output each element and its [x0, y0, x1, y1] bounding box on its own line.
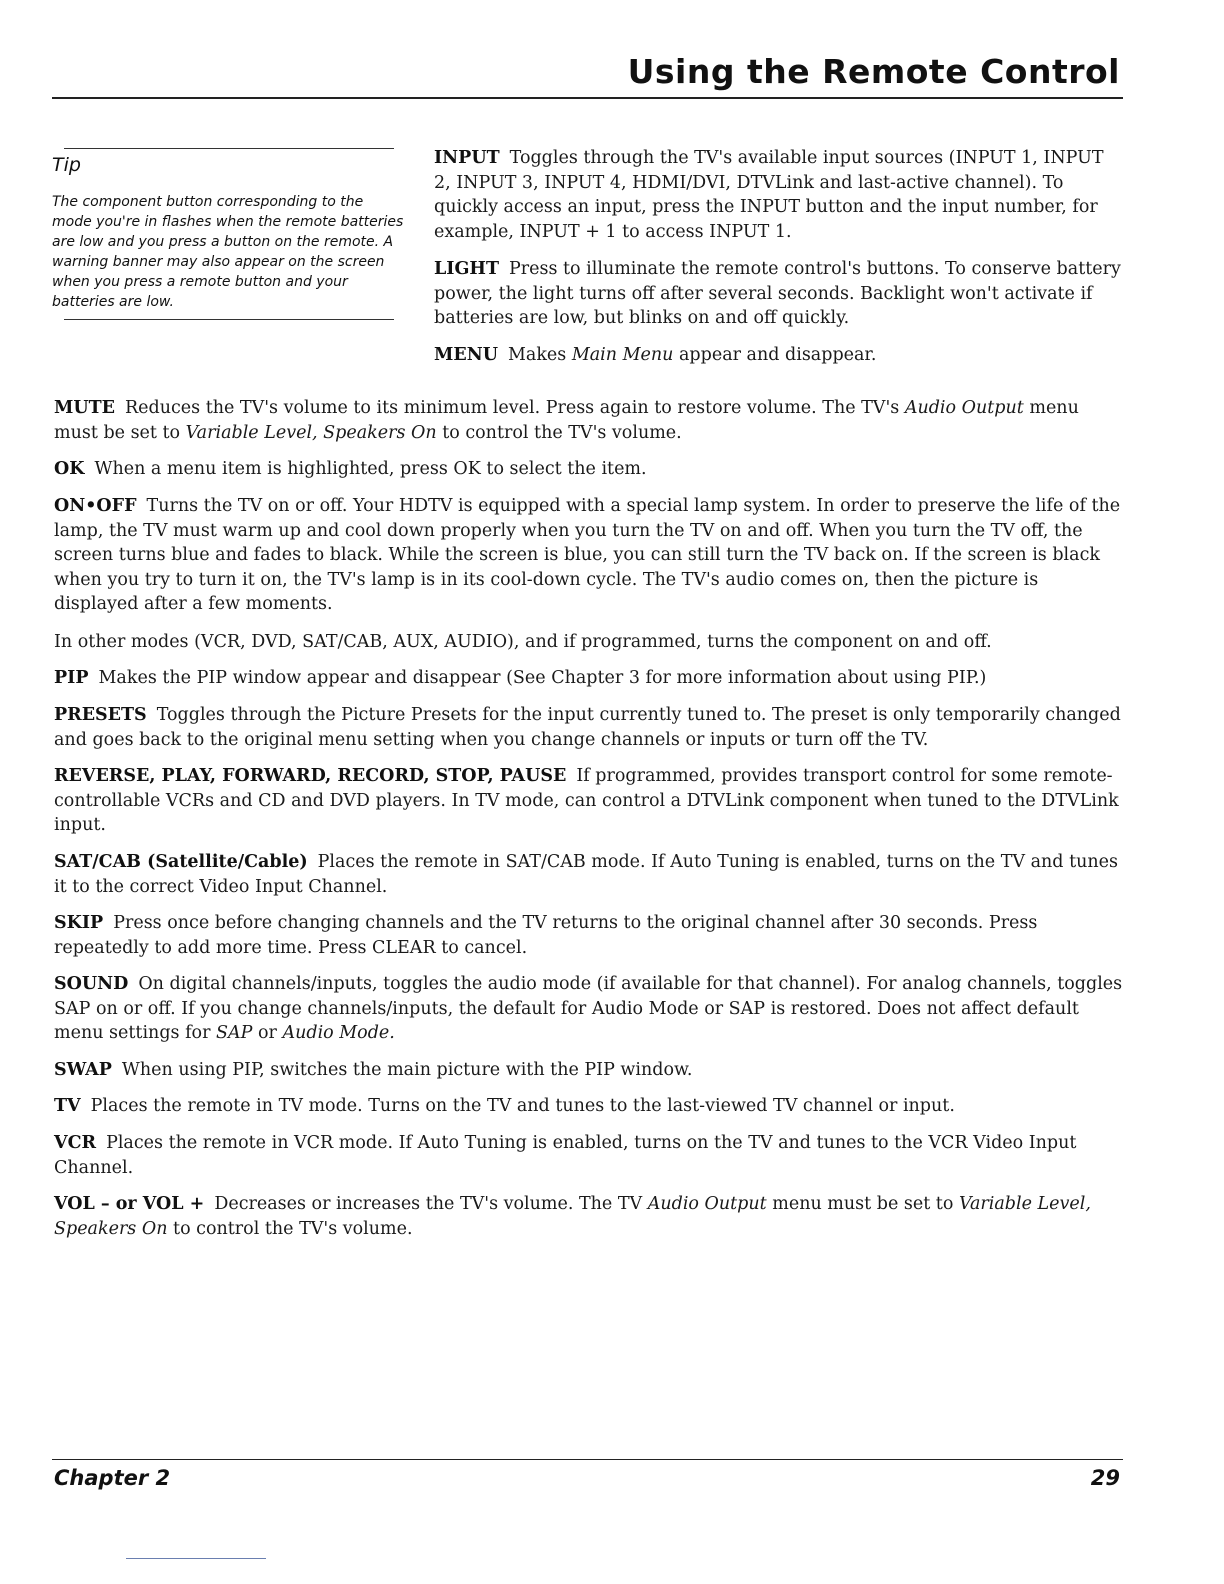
entry-term: REVERSE, PLAY, FORWARD, RECORD, STOP, PAUSE	[54, 766, 567, 786]
page-title: Using the Remote Control	[627, 52, 1120, 91]
entry-emphasis: SAP	[216, 1023, 253, 1043]
entry-text: When using PIP, switches the main picture with the PIP window.	[121, 1060, 693, 1080]
footer-rule	[52, 1459, 1123, 1460]
entry-text: or	[252, 1023, 283, 1043]
entry-text: Toggles through the TV's available input sources (INPUT 1, INPUT 2, INPUT 3, INPUT 4, HDMI/DVI, DTVLink and last-active channel). To quickly access an input, press the INPUT button and the input number, for example, INPUT + 1 to access INPUT 1.	[434, 148, 1104, 242]
entry-term: INPUT	[434, 148, 500, 168]
entry-transport	[54, 764, 1124, 838]
entry-emphasis: Variable Level, Speakers On	[185, 422, 437, 443]
tip-sidebar	[52, 148, 406, 312]
entry-skip	[54, 911, 1124, 960]
entry-term: VOL – or VOL +	[54, 1194, 205, 1214]
tip-title: Tip	[52, 154, 81, 176]
footer-page-number: 29	[1090, 1466, 1120, 1490]
entry-term: SWAP	[54, 1060, 112, 1080]
entry-term: MUTE	[54, 398, 115, 418]
tip-text: The component button corresponding to the mode you're in flashes when the remote batteries are low and you press a button on the remote. A warning banner may also appear on the screen when you press a remote button and your batteries are low.	[52, 194, 404, 310]
entry-text: to control the TV's volume.	[436, 422, 682, 443]
entry-text: In other modes (VCR, DVD, SAT/CAB, AUX, AUDIO), and if programmed, turns the component on and off.	[54, 632, 992, 652]
entry-text: Turns the TV on or off. Your HDTV is equipped with a special lamp system. In order to preserve the life of the lamp, the TV must warm up and cool down properly when you turn the TV on and off. When you turn the TV off, the screen turns blue and fades to black. While the screen is blue, you can still turn the TV back on. If the screen is black when you try to turn it on, the TV's lamp is in its cool-down cycle. The TV's audio comes on, then the picture is displayed after a few moments.	[54, 496, 1121, 614]
entry-text: Reduces the TV's volume to its minimum level. Press again to restore volume. The TV's	[125, 398, 905, 418]
entry-term: SKIP	[54, 913, 104, 933]
entry-text: Places the remote in TV mode. Turns on the TV and tunes to the last-viewed TV channel or input.	[90, 1096, 955, 1116]
entry-other-modes	[54, 630, 1124, 655]
entry-term: PIP	[54, 668, 89, 688]
entry-on-off	[54, 494, 1124, 617]
entry-sound	[54, 972, 1124, 1046]
entry-term: MENU	[434, 345, 498, 365]
entry-text: Toggles through the Picture Presets for the input currently tuned to. The preset is only temporarily changed and goes back to the original menu setting when you change channels or inputs or turn off the TV.	[54, 705, 1121, 750]
entry-text: Makes	[507, 345, 572, 365]
entry-term: TV	[54, 1096, 81, 1116]
tip-bottom-rule	[64, 319, 394, 320]
entry-swap	[54, 1058, 1124, 1083]
entry-text: If programmed, provides transport control for some remote-controllable VCRs and CD and DVD players. In TV mode, can control a DTVLink component when tuned to the DTVLink input.	[54, 766, 1119, 835]
entry-emphasis: Variable Level, Speakers On	[54, 1194, 1091, 1239]
header-rule	[52, 97, 1123, 99]
entry-ok	[54, 457, 1124, 482]
entry-sat-cab	[54, 850, 1124, 899]
entry-text: Press once before changing channels and the TV returns to the original channel after 30 seconds. Press repeatedly to add more time. Press CLEAR to cancel.	[54, 913, 1038, 958]
entry-text: Places the remote in SAT/CAB mode. If Auto Tuning is enabled, turns on the TV and tunes it to the correct Video Input Channel.	[54, 852, 1118, 897]
entry-vcr	[54, 1131, 1124, 1180]
entry-mute	[54, 396, 1124, 445]
entry-text: When a menu item is highlighted, press OK to select the item.	[94, 459, 647, 479]
entry-light	[434, 257, 1124, 331]
entry-pip	[54, 666, 1124, 691]
bottom-scan-mark	[126, 1558, 266, 1559]
entry-text: menu must be set to	[766, 1194, 959, 1214]
entry-emphasis: Main Menu	[571, 345, 674, 365]
entry-text: to control the TV's volume.	[167, 1218, 413, 1239]
entry-term: PRESETS	[54, 705, 147, 725]
entry-term: LIGHT	[434, 259, 499, 279]
entry-text: appear and disappear.	[673, 345, 877, 365]
entry-presets	[54, 703, 1124, 752]
entry-term: ON•OFF	[54, 496, 137, 516]
entry-input	[434, 146, 1124, 244]
entry-emphasis: Audio Output	[647, 1194, 767, 1214]
entry-menu	[434, 343, 1124, 368]
footer-chapter: Chapter 2	[54, 1466, 171, 1490]
entry-tv	[54, 1094, 1124, 1119]
entry-text: Makes the PIP window appear and disappear (See Chapter 3 for more information about using PIP.)	[98, 668, 987, 688]
entry-emphasis: Audio Mode.	[282, 1023, 395, 1043]
entry-text: menu must be set to	[54, 398, 1079, 443]
entry-term: VCR	[54, 1133, 97, 1153]
entry-term: OK	[54, 459, 85, 479]
entry-term: SOUND	[54, 974, 129, 994]
entry-term: SAT/CAB (Satellite/Cable)	[54, 852, 308, 872]
entry-text: Press to illuminate the remote control's buttons. To conserve battery power, the light turns off after several seconds. Backlight won't activate if batteries are low, but blinks on and off quickly.	[434, 259, 1121, 328]
entry-text: Decreases or increases the TV's volume. The TV	[214, 1194, 648, 1214]
entry-vol	[54, 1192, 1124, 1241]
entry-emphasis: Audio Output	[904, 398, 1024, 418]
entry-text: Places the remote in VCR mode. If Auto Tuning is enabled, turns on the TV and tunes to the VCR Video Input Channel.	[54, 1133, 1077, 1178]
entry-text: On digital channels/inputs, toggles the audio mode (if available for that channel). For analog channels, toggles SAP on or off. If you change channels/inputs, the default for Audio Mode or SAP is restored. Does not affect default menu settings for	[54, 974, 1123, 1043]
